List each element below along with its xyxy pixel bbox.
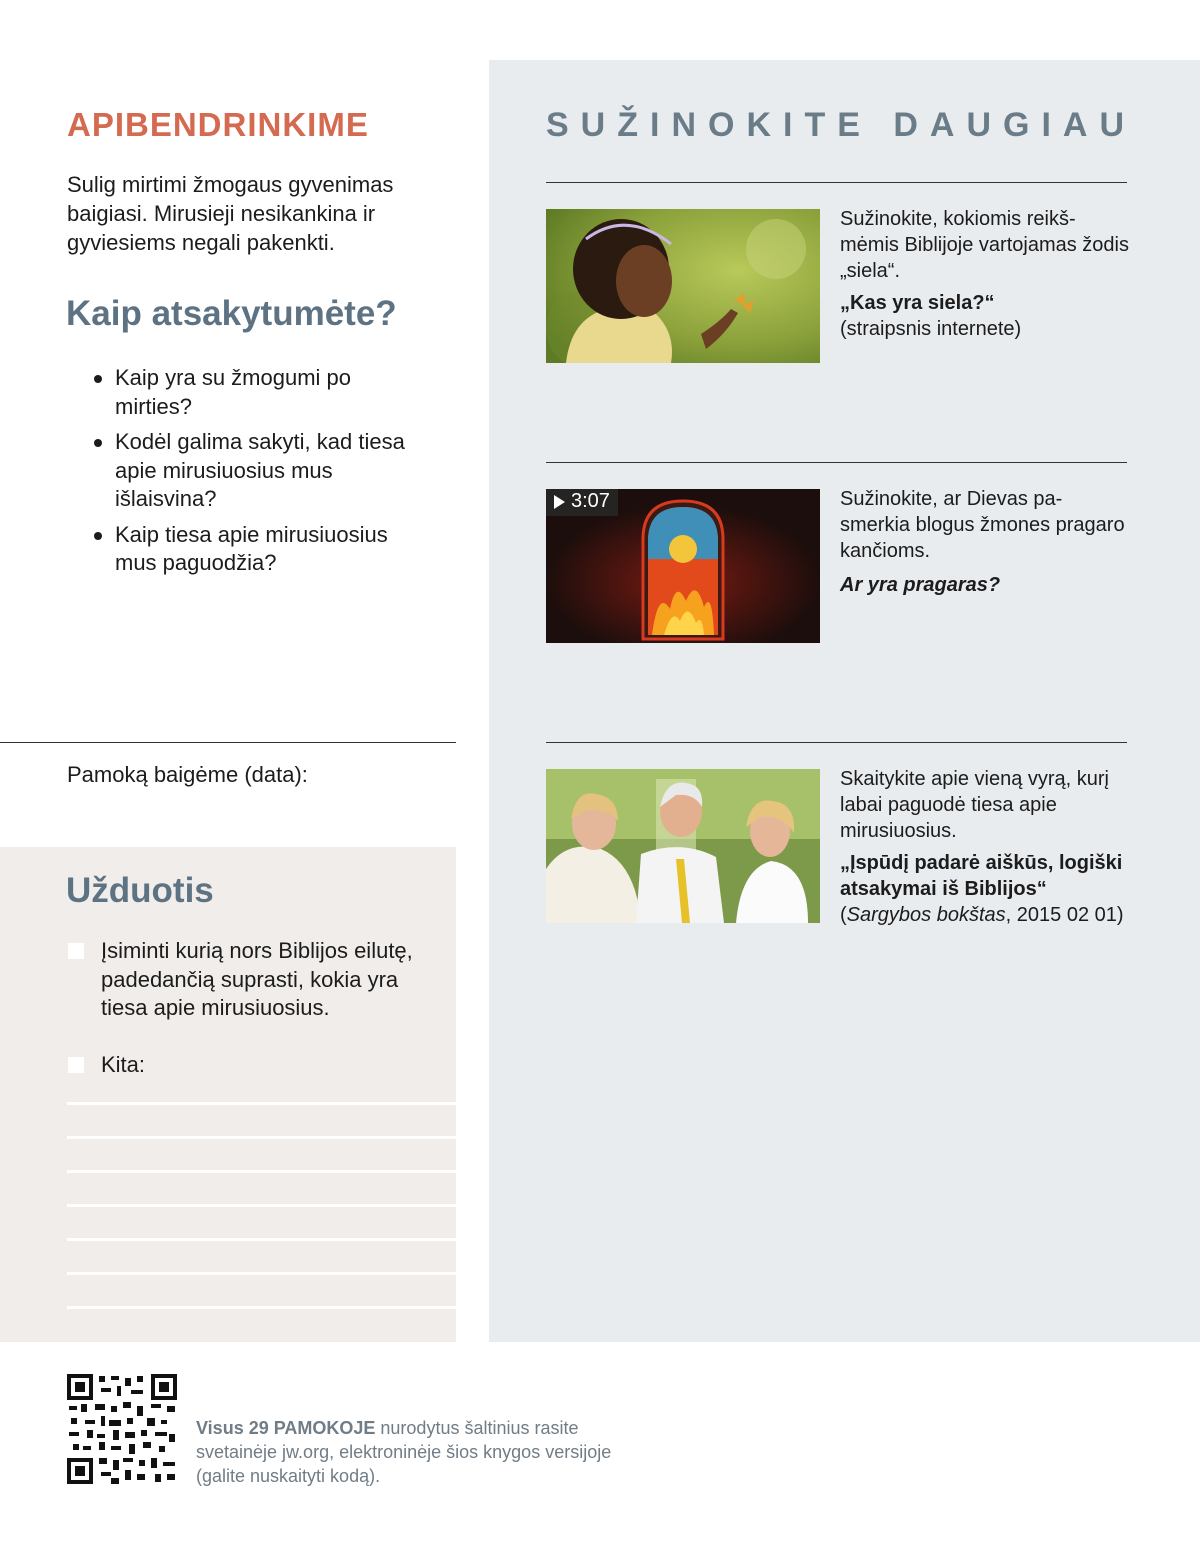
footer-lead: Visus 29 PAMOKOJE — [196, 1418, 376, 1438]
task-item — [68, 1051, 448, 1080]
footer-text: nurodytus šaltinius rasite svetainėje jw.org, elektroninėje šios knygos versijoje (galite nuskaityti kodą). — [196, 1418, 612, 1486]
learn-card — [840, 486, 1130, 598]
task-item — [68, 937, 448, 1023]
girl-butterfly-photo[interactable] — [546, 209, 820, 363]
learn-card — [840, 206, 1130, 342]
writing-line[interactable] — [67, 1238, 456, 1241]
divider — [546, 462, 1127, 463]
video-duration-badge — [546, 489, 618, 516]
writing-line[interactable] — [67, 1170, 456, 1173]
writing-line[interactable] — [67, 1272, 456, 1275]
task-checkbox[interactable] — [68, 943, 84, 959]
card-title-link[interactable]: „Įspūdį padarė aiškūs, logiški atsakymai iš Biblijos“ — [840, 852, 1123, 900]
completion-date-label: Pamoką baigėme (data): — [67, 762, 308, 787]
question-item: Kodėl galima sakyti, kad tiesa apie mirusiuosius mus išlaisvina? — [94, 428, 424, 514]
question-item: Kaip tiesa apie mirusiuosius mus paguodžia? — [94, 521, 424, 578]
footer-note — [196, 1416, 616, 1488]
task-panel — [0, 847, 456, 1342]
task-heading: Užduotis — [66, 871, 214, 910]
task-checkbox[interactable] — [68, 1057, 84, 1073]
questions-heading: Kaip atsakytumėte? — [66, 294, 397, 333]
divider — [546, 182, 1127, 183]
learn-card — [840, 766, 1130, 928]
question-item: Kaip yra su žmogumi po mirties? — [94, 364, 424, 421]
card-description: Sužinokite, ar Dievas pa-smerkia blogus žmones pragaro kančioms. — [840, 488, 1125, 562]
card-title-link[interactable]: „Kas yra siela?“ — [840, 292, 995, 314]
hell-video-thumbnail[interactable] — [546, 489, 820, 643]
writing-line[interactable] — [67, 1204, 456, 1207]
source-date: , 2015 02 01) — [1005, 904, 1124, 926]
card-title-link[interactable]: Ar yra pragaras? — [840, 574, 1001, 596]
task-item-text: Įsiminti kurią nors Biblijos eilutę, padedančią suprasti, kokia yra tiesa apie mirusiuosius. — [101, 938, 413, 1020]
summary-heading: APIBENDRINKIME — [67, 106, 369, 143]
card-description: Sužinokite, kokiomis reikš-mėmis Biblijoje vartojamas žodis „siela“. — [840, 208, 1129, 282]
people-conversation-photo[interactable] — [546, 769, 820, 923]
qr-code-icon[interactable] — [67, 1374, 177, 1484]
card-source: (Sargybos bokštas, 2015 02 01) — [840, 904, 1124, 926]
summary-text: Sulig mirtimi žmogaus gyvenimas baigiasi. Mirusieji nesikankina ir gyviesiems negali pakenkti. — [67, 172, 394, 255]
divider — [546, 742, 1127, 743]
card-description: Skaitykite apie vieną vyrą, kurį labai paguodė tiesa apie mirusiuosius. — [840, 768, 1110, 842]
card-source: (straipsnis internete) — [840, 318, 1022, 340]
date-divider — [0, 742, 456, 743]
writing-line[interactable] — [67, 1102, 456, 1105]
video-duration: 3:07 — [571, 490, 610, 512]
play-icon — [554, 495, 565, 509]
learn-more-heading: SUŽINOKITE DAUGIAU — [546, 106, 1136, 144]
questions-list — [94, 364, 424, 585]
task-item-text: Kita: — [101, 1052, 146, 1077]
writing-line[interactable] — [67, 1136, 456, 1139]
source-publication: Sargybos bokštas — [846, 904, 1006, 926]
writing-line[interactable] — [67, 1306, 456, 1309]
